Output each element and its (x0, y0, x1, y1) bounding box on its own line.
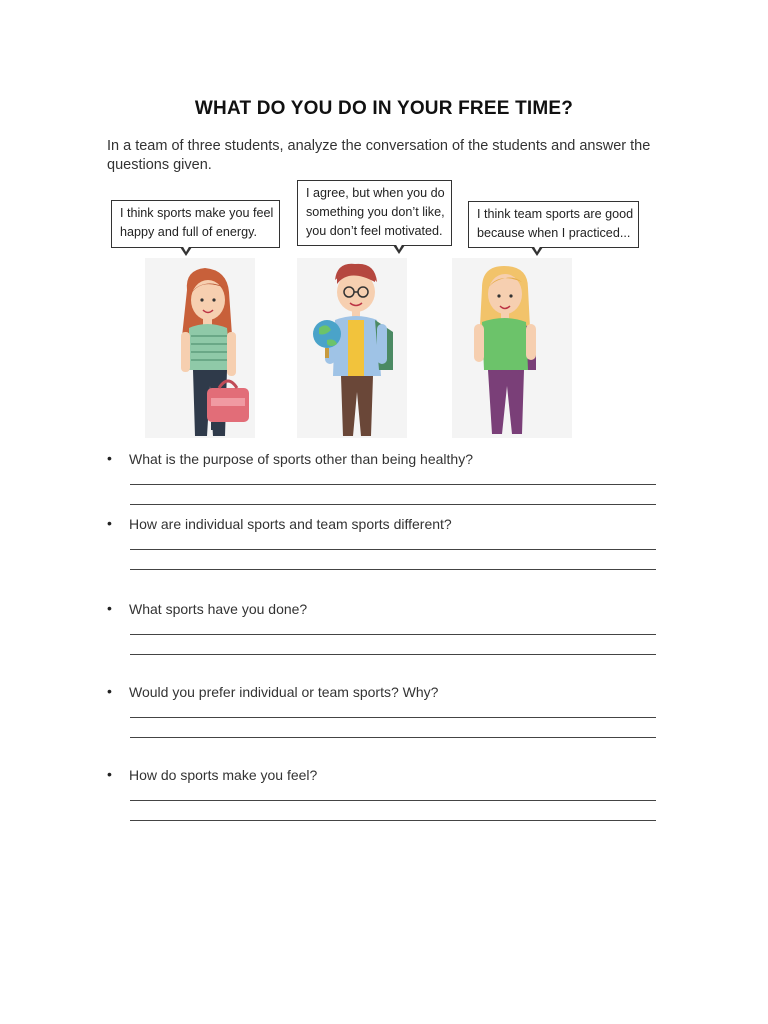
bullet-icon: • (107, 683, 112, 699)
answer-line[interactable] (130, 800, 656, 801)
list-item (107, 450, 667, 505)
answer-line[interactable] (130, 549, 656, 550)
list-item (107, 683, 667, 738)
bullet-icon: • (107, 515, 112, 531)
answer-line[interactable] (130, 654, 656, 655)
speech-bubble-2 (297, 180, 452, 246)
instructions-text: In a team of three students, analyze the conversation of the students and answer the questions given. (107, 138, 651, 173)
bubble-1-line-1: I think sports make you feel (120, 206, 274, 220)
bubble-2-line-1: I agree, but when you do (306, 186, 445, 200)
answer-line[interactable] (130, 484, 656, 485)
bubble-tail (393, 245, 405, 254)
bubble-tail (531, 247, 543, 256)
page-title: WHAT DO YOU DO IN YOUR FREE TIME? (194, 98, 574, 119)
bullet-icon: • (107, 600, 112, 616)
question-text: What sports have you done? (129, 601, 308, 617)
question-text: How do sports make you feel? (129, 767, 318, 783)
question-text: Would you prefer individual or team sports? Why? (129, 684, 439, 700)
question-text: What is the purpose of sports other than being healthy? (129, 451, 473, 467)
answer-line[interactable] (130, 634, 656, 635)
bubble-3-line-1: I think team sports are good (477, 207, 634, 221)
answer-line[interactable] (130, 820, 656, 821)
answer-line[interactable] (130, 737, 656, 738)
question-list (107, 450, 667, 821)
question-text: How are individual sports and team sports different? (129, 516, 452, 532)
girl-with-backpack-icon (452, 258, 572, 438)
speech-bubble-1 (111, 200, 280, 248)
bubble-1-line-2: happy and full of energy. (120, 225, 257, 239)
list-item (107, 766, 667, 821)
girl-with-pink-bag-icon (145, 258, 255, 438)
bubble-2-line-3: you don’t feel motivated. (306, 224, 443, 238)
bubble-3-line-2: because when I practiced... (477, 226, 631, 240)
bubble-2-line-2: something you don’t like, (306, 205, 445, 219)
list-item (107, 600, 667, 655)
bullet-icon: • (107, 766, 112, 782)
bullet-icon: • (107, 450, 112, 466)
answer-line[interactable] (130, 504, 656, 505)
bubble-tail (180, 247, 192, 256)
answer-line[interactable] (130, 569, 656, 570)
boy-with-globe-icon (297, 258, 407, 438)
answer-line[interactable] (130, 717, 656, 718)
list-item (107, 515, 667, 570)
speech-bubble-3 (468, 201, 639, 248)
